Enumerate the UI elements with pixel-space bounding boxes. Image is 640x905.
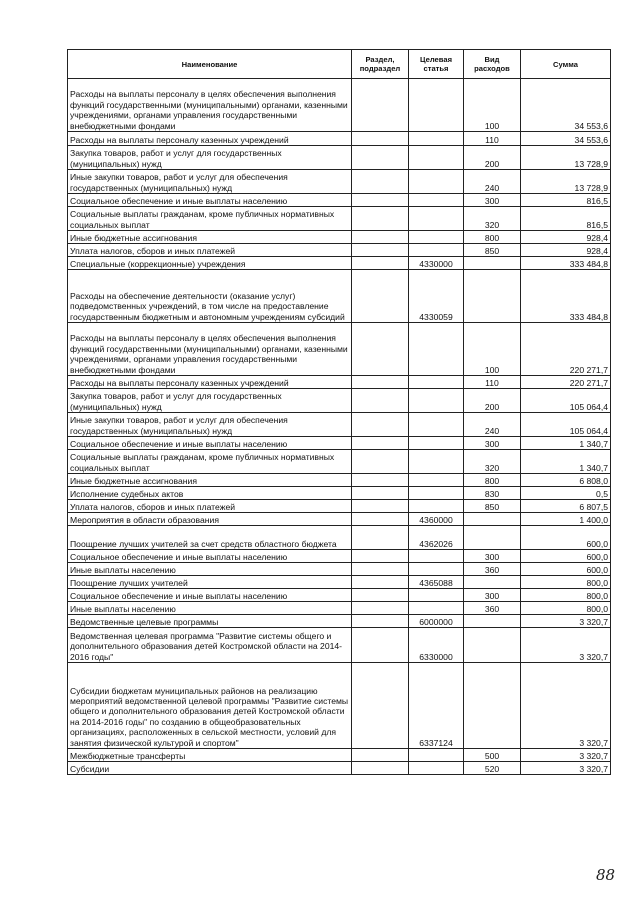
cell-sum: 105 064,4 [521, 413, 611, 437]
cell-section [352, 589, 409, 602]
table-body [68, 79, 611, 775]
cell-sum: 1 400,0 [521, 513, 611, 526]
cell-kind: 800 [464, 231, 521, 244]
cell-section [352, 615, 409, 628]
cell-target [409, 323, 464, 376]
cell-kind [464, 628, 521, 663]
cell-sum: 34 553,6 [521, 79, 611, 132]
cell-kind: 320 [464, 207, 521, 231]
cell-kind [464, 513, 521, 526]
cell-name: Расходы на выплаты персоналу в целях обеспечения выполнения функций государственными (муниципальными) органами, казенными учреждениями, органами управления государственными внебюджетными фондами [68, 323, 352, 376]
cell-sum: 3 320,7 [521, 762, 611, 775]
cell-sum: 816,5 [521, 194, 611, 207]
cell-target [409, 550, 464, 563]
cell-name: Расходы на обеспечение деятельности (оказание услуг) подведомственных учреждений, в том числе на предоставление государственным бюджетным и автономным учреждениям субсидий [68, 270, 352, 323]
table-row [68, 132, 611, 146]
cell-section [352, 487, 409, 500]
cell-target [409, 563, 464, 576]
cell-target [409, 450, 464, 474]
cell-name: Уплата налогов, сборов и иных платежей [68, 244, 352, 257]
table-row [68, 194, 611, 207]
table-row [68, 563, 611, 576]
cell-sum: 928,4 [521, 231, 611, 244]
cell-kind [464, 526, 521, 550]
cell-kind: 830 [464, 487, 521, 500]
cell-kind: 360 [464, 563, 521, 576]
cell-target [409, 389, 464, 413]
cell-section [352, 207, 409, 231]
cell-section [352, 749, 409, 762]
cell-name: Специальные (коррекционные) учреждения [68, 257, 352, 270]
cell-sum: 3 320,7 [521, 615, 611, 628]
cell-section [352, 132, 409, 146]
cell-name: Иные выплаты населению [68, 563, 352, 576]
cell-section [352, 79, 409, 132]
cell-target [409, 376, 464, 389]
table-header-row [68, 50, 611, 79]
cell-kind [464, 270, 521, 323]
cell-sum: 3 320,7 [521, 749, 611, 762]
cell-name: Расходы на выплаты персоналу казенных учреждений [68, 376, 352, 389]
cell-kind: 110 [464, 376, 521, 389]
table-row [68, 376, 611, 389]
cell-kind [464, 576, 521, 589]
table-row [68, 749, 611, 762]
table-row [68, 589, 611, 602]
cell-name: Расходы на выплаты персоналу в целях обеспечения выполнения функций государственными (муниципальными) органами, казенными учреждениями, органами управления государственными внебюджетными фондами [68, 79, 352, 132]
cell-name: Расходы на выплаты персоналу казенных учреждений [68, 132, 352, 146]
cell-name: Ведомственные целевые программы [68, 615, 352, 628]
cell-section [352, 500, 409, 513]
table-row [68, 413, 611, 437]
cell-name: Поощрение лучших учителей [68, 576, 352, 589]
cell-section [352, 323, 409, 376]
cell-target [409, 132, 464, 146]
header-kind: Вид расходов [464, 50, 521, 79]
cell-kind: 300 [464, 550, 521, 563]
cell-kind: 360 [464, 602, 521, 615]
cell-kind [464, 615, 521, 628]
cell-sum: 34 553,6 [521, 132, 611, 146]
table-row [68, 244, 611, 257]
cell-target [409, 762, 464, 775]
cell-section [352, 474, 409, 487]
cell-name: Межбюджетные трансферты [68, 749, 352, 762]
cell-target [409, 474, 464, 487]
cell-kind: 300 [464, 589, 521, 602]
cell-target [409, 487, 464, 500]
table-row [68, 550, 611, 563]
cell-name: Социальное обеспечение и иные выплаты населению [68, 550, 352, 563]
cell-name: Закупка товаров, работ и услуг для государственных (муниципальных) нужд [68, 146, 352, 170]
cell-sum: 800,0 [521, 576, 611, 589]
cell-target: 6330000 [409, 628, 464, 663]
cell-target: 4362026 [409, 526, 464, 550]
cell-sum: 1 340,7 [521, 437, 611, 450]
cell-sum: 333 484,8 [521, 270, 611, 323]
cell-section [352, 231, 409, 244]
table-row [68, 79, 611, 132]
cell-name: Субсидии [68, 762, 352, 775]
cell-sum: 105 064,4 [521, 389, 611, 413]
cell-kind: 200 [464, 146, 521, 170]
cell-section [352, 563, 409, 576]
cell-kind: 200 [464, 389, 521, 413]
cell-section [352, 628, 409, 663]
cell-sum: 928,4 [521, 244, 611, 257]
cell-name: Субсидии бюджетам муниципальных районов на реализацию мероприятий ведомственной целевой программы "Развитие системы общего и дополнительного образования детей Костромской области на 2014-2016 годы" по созданию в общеобразовательных организациях, расположенных в сельской местности, условий для занятия физической культурой и спортом" [68, 663, 352, 749]
cell-name: Иные выплаты населению [68, 602, 352, 615]
cell-target [409, 749, 464, 762]
header-target: Целевая статья [409, 50, 464, 79]
cell-kind [464, 257, 521, 270]
cell-kind: 320 [464, 450, 521, 474]
cell-target [409, 207, 464, 231]
cell-target [409, 146, 464, 170]
cell-target: 6337124 [409, 663, 464, 749]
budget-sheet [67, 49, 611, 775]
cell-name: Социальное обеспечение и иные выплаты населению [68, 194, 352, 207]
cell-name: Социальное обеспечение и иные выплаты населению [68, 437, 352, 450]
cell-section [352, 170, 409, 194]
cell-section [352, 413, 409, 437]
cell-section [352, 437, 409, 450]
cell-target [409, 500, 464, 513]
cell-name: Иные закупки товаров, работ и услуг для обеспечения государственных (муниципальных) нужд [68, 413, 352, 437]
cell-section [352, 270, 409, 323]
cell-kind: 850 [464, 500, 521, 513]
cell-kind: 100 [464, 323, 521, 376]
cell-sum: 6 808,0 [521, 474, 611, 487]
cell-section [352, 146, 409, 170]
cell-target [409, 79, 464, 132]
cell-sum: 816,5 [521, 207, 611, 231]
header-section: Раздел, подраздел [352, 50, 409, 79]
table-row [68, 526, 611, 550]
cell-target [409, 231, 464, 244]
table-row [68, 323, 611, 376]
cell-name: Социальные выплаты гражданам, кроме публичных нормативных социальных выплат [68, 450, 352, 474]
cell-section [352, 194, 409, 207]
header-sum: Сумма [521, 50, 611, 79]
cell-name: Закупка товаров, работ и услуг для государственных (муниципальных) нужд [68, 389, 352, 413]
cell-name: Иные бюджетные ассигнования [68, 474, 352, 487]
cell-name: Поощрение лучших учителей за счет средств областного бюджета [68, 526, 352, 550]
table-row [68, 257, 611, 270]
cell-kind: 300 [464, 194, 521, 207]
cell-section [352, 389, 409, 413]
table-row [68, 487, 611, 500]
table-row [68, 762, 611, 775]
cell-target: 4365088 [409, 576, 464, 589]
cell-target [409, 437, 464, 450]
cell-sum: 220 271,7 [521, 376, 611, 389]
table-row [68, 270, 611, 323]
cell-kind: 300 [464, 437, 521, 450]
cell-sum: 13 728,9 [521, 170, 611, 194]
cell-sum: 3 320,7 [521, 663, 611, 749]
cell-target: 6000000 [409, 615, 464, 628]
cell-name: Иные бюджетные ассигнования [68, 231, 352, 244]
cell-sum: 6 807,5 [521, 500, 611, 513]
cell-name: Ведомственная целевая программа "Развитие системы общего и дополнительного образования детей Костромской области на 2014-2016 годы" [68, 628, 352, 663]
table-row [68, 170, 611, 194]
cell-section [352, 663, 409, 749]
cell-name: Мероприятия в области образования [68, 513, 352, 526]
cell-sum: 800,0 [521, 589, 611, 602]
cell-name: Уплата налогов, сборов и иных платежей [68, 500, 352, 513]
table-row [68, 602, 611, 615]
cell-sum: 600,0 [521, 563, 611, 576]
cell-kind: 500 [464, 749, 521, 762]
cell-name: Иные закупки товаров, работ и услуг для обеспечения государственных (муниципальных) нужд [68, 170, 352, 194]
cell-target: 4330000 [409, 257, 464, 270]
cell-section [352, 450, 409, 474]
cell-section [352, 602, 409, 615]
cell-kind: 110 [464, 132, 521, 146]
budget-table [67, 49, 611, 775]
cell-kind: 800 [464, 474, 521, 487]
cell-sum: 800,0 [521, 602, 611, 615]
cell-sum: 1 340,7 [521, 450, 611, 474]
cell-sum: 0,5 [521, 487, 611, 500]
table-row [68, 628, 611, 663]
cell-kind [464, 663, 521, 749]
cell-kind: 240 [464, 170, 521, 194]
cell-target [409, 602, 464, 615]
cell-sum: 220 271,7 [521, 323, 611, 376]
table-row [68, 474, 611, 487]
cell-sum: 3 320,7 [521, 628, 611, 663]
cell-kind: 240 [464, 413, 521, 437]
cell-target: 4330059 [409, 270, 464, 323]
cell-section [352, 244, 409, 257]
cell-section [352, 257, 409, 270]
cell-sum: 600,0 [521, 550, 611, 563]
cell-kind: 520 [464, 762, 521, 775]
cell-target [409, 244, 464, 257]
cell-target [409, 194, 464, 207]
table-row [68, 231, 611, 244]
cell-target [409, 413, 464, 437]
cell-target [409, 589, 464, 602]
table-row [68, 615, 611, 628]
cell-section [352, 576, 409, 589]
header-name: Наименование [68, 50, 352, 79]
cell-section [352, 526, 409, 550]
table-row [68, 146, 611, 170]
table-row [68, 513, 611, 526]
cell-kind: 100 [464, 79, 521, 132]
cell-kind: 850 [464, 244, 521, 257]
cell-section [352, 376, 409, 389]
cell-name: Социальное обеспечение и иные выплаты населению [68, 589, 352, 602]
cell-section [352, 513, 409, 526]
cell-section [352, 762, 409, 775]
page-number-mark: 88 [596, 866, 616, 884]
cell-name: Социальные выплаты гражданам, кроме публичных нормативных социальных выплат [68, 207, 352, 231]
table-row [68, 450, 611, 474]
cell-target: 4360000 [409, 513, 464, 526]
table-row [68, 389, 611, 413]
table-row [68, 576, 611, 589]
table-row [68, 663, 611, 749]
cell-sum: 600,0 [521, 526, 611, 550]
table-row [68, 500, 611, 513]
cell-sum: 13 728,9 [521, 146, 611, 170]
cell-sum: 333 484,8 [521, 257, 611, 270]
cell-name: Исполнение судебных актов [68, 487, 352, 500]
cell-target [409, 170, 464, 194]
cell-section [352, 550, 409, 563]
table-row [68, 437, 611, 450]
table-row [68, 207, 611, 231]
